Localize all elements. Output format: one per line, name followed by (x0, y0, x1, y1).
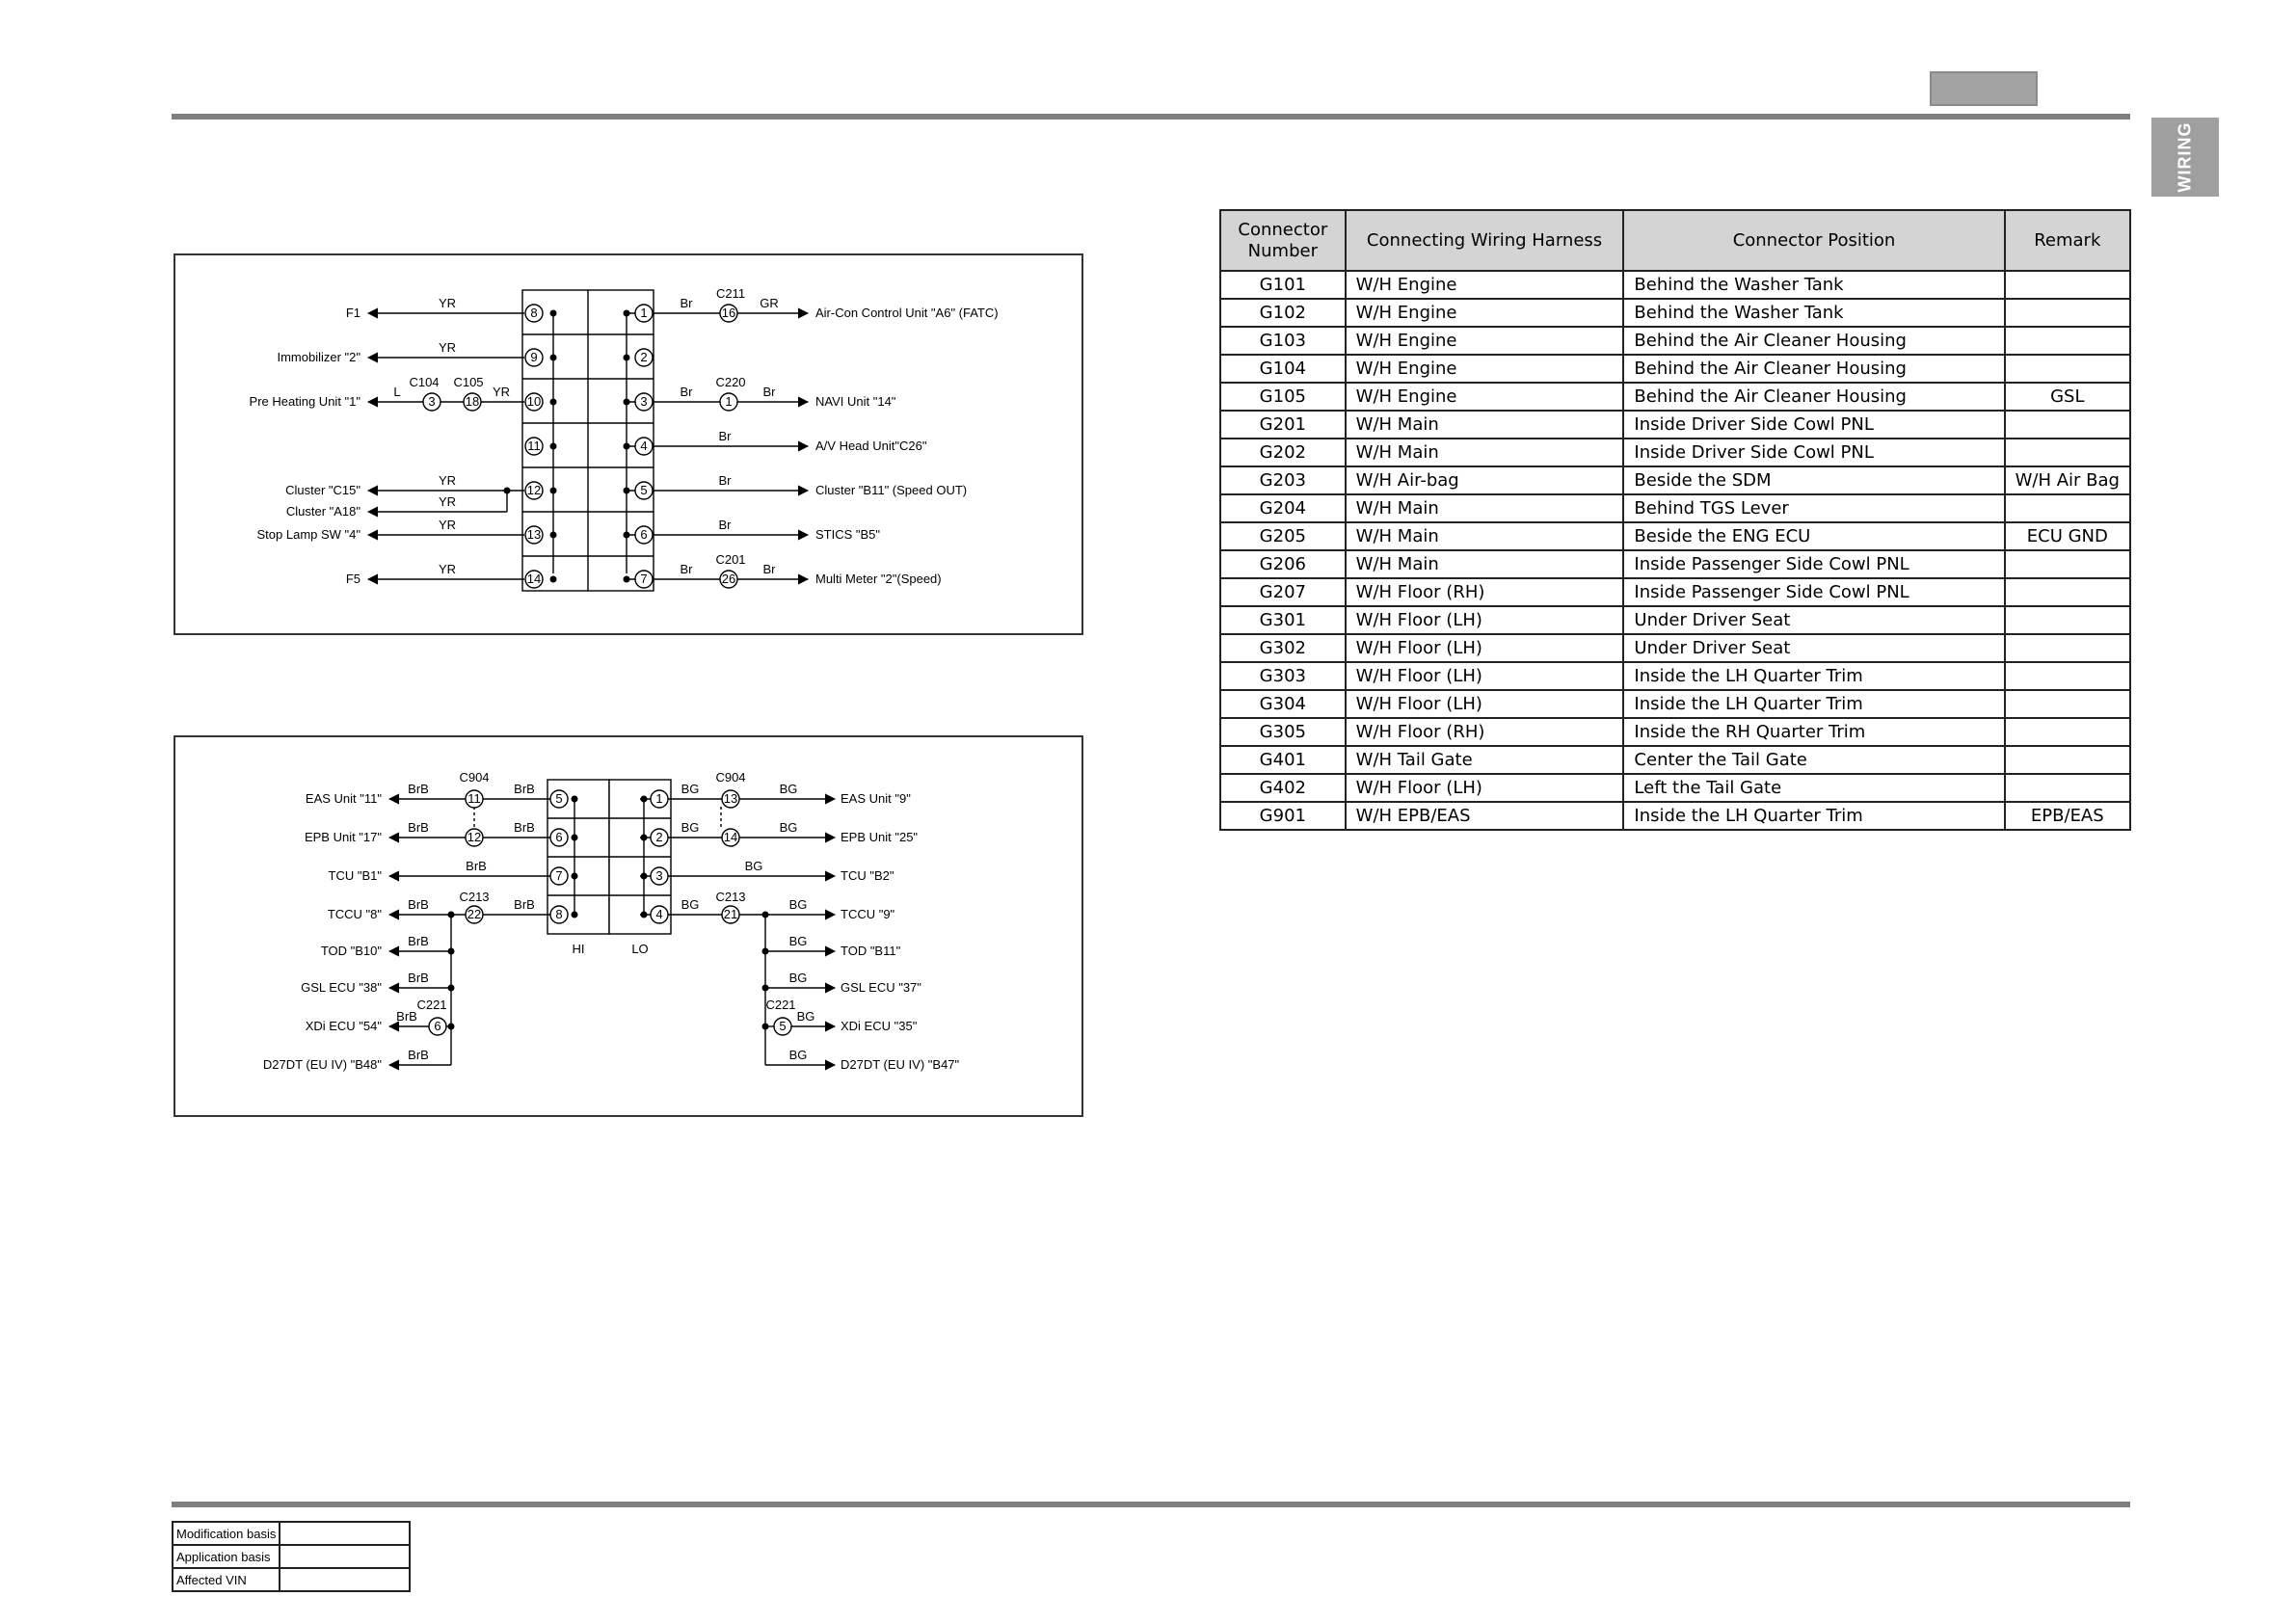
d1-wire-br-2: Br (680, 385, 693, 399)
modification-row (173, 1545, 410, 1568)
table-row (1220, 550, 2130, 578)
cell-number: G401 (1220, 746, 1346, 774)
cell-number: G302 (1220, 634, 1346, 662)
cell-position: Behind TGS Lever (1623, 494, 2004, 522)
d1-pin-1: 1 (640, 306, 648, 320)
d2-label-gsl-37: GSL ECU "37" (841, 980, 921, 995)
cell-remark (2005, 271, 2130, 299)
d2-label-d27dt-b47: D27DT (EU IV) "B47" (841, 1057, 960, 1072)
cell-number: G203 (1220, 466, 1346, 494)
cell-position: Inside Passenger Side Cowl PNL (1623, 578, 2004, 606)
table-row (1220, 634, 2130, 662)
d1-wire-yr-6: YR (438, 518, 457, 532)
d2-pin-3: 3 (655, 868, 663, 883)
d2-wire-bg-10: BG (796, 1009, 815, 1024)
d2-wire-brb-11: BrB (408, 1048, 429, 1062)
d1-pin-3: 3 (640, 394, 648, 409)
modification-row (173, 1568, 410, 1591)
cell-position: Inside Driver Side Cowl PNL (1623, 439, 2004, 466)
d2-c904-right-label: C904 (715, 770, 746, 785)
modification-label: Affected VIN (173, 1568, 280, 1591)
d2-wire-brb-8: BrB (408, 934, 429, 948)
table-row (1220, 439, 2130, 466)
table-row (1220, 746, 2130, 774)
cell-harness: W/H Main (1346, 439, 1624, 466)
d1-label-immobilizer: Immobilizer "2" (277, 350, 360, 364)
d1-label-multi-meter: Multi Meter "2"(Speed) (815, 572, 942, 586)
cell-harness: W/H Engine (1346, 355, 1624, 383)
modification-value (280, 1545, 410, 1568)
d2-wire-brb-10: BrB (396, 1009, 417, 1024)
d1-pin-7: 7 (640, 572, 648, 586)
d1-wire-yr-4: YR (438, 473, 457, 488)
cell-remark: ECU GND (2005, 522, 2130, 550)
d2-wire-bg-2: BG (779, 782, 798, 796)
cell-remark: W/H Air Bag (2005, 466, 2130, 494)
cell-remark (2005, 439, 2130, 466)
d1-pin-11: 11 (527, 439, 541, 453)
d2-c904-pin-11: 11 (467, 791, 481, 806)
cell-number: G304 (1220, 690, 1346, 718)
d2-c221-right-label: C221 (765, 998, 796, 1012)
modification-label: Modification basis (173, 1522, 280, 1545)
cell-number: G105 (1220, 383, 1346, 411)
d2-pin-7: 7 (555, 868, 563, 883)
d1-wire-br-5: Br (718, 473, 732, 488)
d1-label-pre-heating: Pre Heating Unit "1" (249, 394, 360, 409)
cell-number: G201 (1220, 411, 1346, 439)
cell-number: G402 (1220, 774, 1346, 802)
table-row (1220, 299, 2130, 327)
cell-remark: EPB/EAS (2005, 802, 2130, 830)
cell-remark (2005, 774, 2130, 802)
d1-c104-label: C104 (409, 375, 440, 389)
cell-position: Inside the RH Quarter Trim (1623, 718, 2004, 746)
cell-number: G301 (1220, 606, 1346, 634)
d1-c220-pin: 1 (725, 394, 733, 409)
cell-position: Under Driver Seat (1623, 606, 2004, 634)
cell-number: G205 (1220, 522, 1346, 550)
cell-position: Inside Passenger Side Cowl PNL (1623, 550, 2004, 578)
table-row (1220, 774, 2130, 802)
cell-number: G901 (1220, 802, 1346, 830)
cell-position: Behind the Washer Tank (1623, 299, 2004, 327)
header-rule (172, 114, 2130, 120)
d1-wire-br-8: Br (762, 562, 776, 576)
d1-label-cluster-a18: Cluster "A18" (285, 504, 360, 519)
d2-pin-6: 6 (555, 830, 563, 844)
table-row (1220, 578, 2130, 606)
d2-label-eas-11: EAS Unit "11" (305, 791, 382, 806)
cell-position: Inside Driver Side Cowl PNL (1623, 411, 2004, 439)
d2-c904-pin-12: 12 (467, 830, 482, 844)
cell-number: G101 (1220, 271, 1346, 299)
d2-wire-bg-3: BG (681, 820, 700, 835)
d1-c211-pin: 16 (721, 306, 736, 320)
d2-c904-pin-14: 14 (723, 830, 738, 844)
d2-wire-brb-7: BrB (514, 897, 535, 912)
cell-remark (2005, 550, 2130, 578)
d1-label-av-head: A/V Head Unit"C26" (815, 439, 927, 453)
d1-wire-br-3: Br (762, 385, 776, 399)
cell-harness: W/H Engine (1346, 327, 1624, 355)
d2-wire-bg-4: BG (779, 820, 798, 835)
cell-number: G207 (1220, 578, 1346, 606)
ground-table-body (1220, 271, 2130, 830)
modification-table (172, 1521, 411, 1592)
cell-harness: W/H Floor (RH) (1346, 718, 1624, 746)
d1-c105-label: C105 (453, 375, 484, 389)
d2-label-tod-b11: TOD "B11" (841, 944, 901, 958)
d1-wire-gr: GR (760, 296, 779, 310)
table-row (1220, 802, 2130, 830)
d2-label-tcu-b1: TCU "B1" (328, 868, 382, 883)
d1-pin-6: 6 (640, 527, 648, 542)
d1-label-navi: NAVI Unit "14" (815, 394, 896, 409)
d2-wire-brb-5: BrB (466, 859, 487, 873)
d2-label-d27dt-b48: D27DT (EU IV) "B48" (262, 1057, 382, 1072)
cell-harness: W/H Floor (LH) (1346, 690, 1624, 718)
d1-wire-yr-1: YR (438, 296, 457, 310)
cell-number: G103 (1220, 327, 1346, 355)
modification-table-body (173, 1522, 410, 1591)
table-row (1220, 522, 2130, 550)
cell-remark (2005, 578, 2130, 606)
d2-wire-brb-3: BrB (408, 820, 429, 835)
cell-harness: W/H Tail Gate (1346, 746, 1624, 774)
d2-wire-brb-2: BrB (514, 782, 535, 796)
d1-wire-br-6: Br (718, 518, 732, 532)
cell-number: G204 (1220, 494, 1346, 522)
d1-wire-br-1: Br (680, 296, 693, 310)
table-row (1220, 355, 2130, 383)
cell-remark (2005, 494, 2130, 522)
table-row (1220, 718, 2130, 746)
section-side-tab[interactable] (2151, 118, 2219, 197)
d1-label-f1: F1 (345, 306, 360, 320)
table-row (1220, 271, 2130, 299)
d2-wire-bg-6: BG (681, 897, 700, 912)
d1-pin-4: 4 (640, 439, 648, 453)
cell-harness: W/H Engine (1346, 299, 1624, 327)
cell-position: Behind the Washer Tank (1623, 271, 2004, 299)
header-connector-number: Connector Number (1220, 210, 1346, 271)
cell-harness: W/H Air-bag (1346, 466, 1624, 494)
cell-number: G303 (1220, 662, 1346, 690)
d2-label-xdi-54: XDi ECU "54" (305, 1019, 382, 1033)
d1-c211-label: C211 (715, 286, 746, 301)
d2-c221-left-label: C221 (416, 998, 447, 1012)
d1-wire-yr-7: YR (438, 562, 457, 576)
d2-pin-4: 4 (655, 907, 663, 921)
cell-remark (2005, 606, 2130, 634)
d1-c201-label: C201 (715, 552, 746, 567)
d2-label-tccu-8: TCCU "8" (327, 907, 382, 921)
cell-position: Behind the Air Cleaner Housing (1623, 383, 2004, 411)
d1-label-stics: STICS "B5" (815, 527, 881, 542)
d1-c104-pin: 3 (428, 394, 436, 409)
cell-harness: W/H Main (1346, 522, 1624, 550)
d1-c220-label: C220 (715, 375, 746, 389)
d1-wire-br-4: Br (718, 429, 732, 443)
d2-wire-bg-5: BG (744, 859, 763, 873)
d2-wire-brb-6: BrB (408, 897, 429, 912)
d2-c213-left-label: C213 (459, 890, 490, 904)
modification-value (280, 1522, 410, 1545)
cell-remark: GSL (2005, 383, 2130, 411)
d2-wire-brb-4: BrB (514, 820, 535, 835)
cell-harness: W/H EPB/EAS (1346, 802, 1624, 830)
cell-remark (2005, 662, 2130, 690)
cell-harness: W/H Floor (RH) (1346, 578, 1624, 606)
cell-position: Center the Tail Gate (1623, 746, 2004, 774)
table-row (1220, 383, 2130, 411)
d2-block-hi-label: HI (572, 942, 585, 956)
d1-pin-12: 12 (526, 483, 542, 497)
header-connecting-harness: Connecting Wiring Harness (1346, 210, 1624, 271)
wiring-diagram-2-canvas (175, 737, 1085, 1119)
section-side-tab-label: WIRING (2175, 121, 2195, 193)
cell-position: Behind the Air Cleaner Housing (1623, 355, 2004, 383)
wiring-diagram-2 (174, 735, 1083, 1117)
d1-label-cluster-c15: Cluster "C15" (285, 483, 360, 497)
modification-label: Application basis (173, 1545, 280, 1568)
cell-position: Beside the ENG ECU (1623, 522, 2004, 550)
d1-label-stop-lamp: Stop Lamp SW "4" (256, 527, 360, 542)
table-row (1220, 662, 2130, 690)
d1-pin-8: 8 (530, 306, 538, 320)
d2-label-tccu-9: TCCU "9" (841, 907, 895, 921)
cell-number: G202 (1220, 439, 1346, 466)
cell-position: Inside the LH Quarter Trim (1623, 690, 2004, 718)
d2-pin-1: 1 (655, 791, 663, 806)
cell-harness: W/H Main (1346, 550, 1624, 578)
footer-rule (172, 1502, 2130, 1507)
cell-remark (2005, 718, 2130, 746)
cell-position: Left the Tail Gate (1623, 774, 2004, 802)
cell-remark (2005, 299, 2130, 327)
d1-c105-pin: 18 (465, 394, 480, 409)
d2-label-xdi-35: XDi ECU "35" (841, 1019, 918, 1033)
cell-remark (2005, 355, 2130, 383)
table-row (1220, 690, 2130, 718)
d2-wire-brb-1: BrB (408, 782, 429, 796)
table-row (1220, 606, 2130, 634)
d1-wire-yr-5: YR (438, 494, 457, 509)
table-header-row (1220, 210, 2130, 271)
cell-position: Behind the Air Cleaner Housing (1623, 327, 2004, 355)
cell-harness: W/H Floor (LH) (1346, 606, 1624, 634)
cell-remark (2005, 690, 2130, 718)
d2-block-lo-label: LO (631, 942, 649, 956)
d2-label-eas-9: EAS Unit "9" (841, 791, 911, 806)
header-remark: Remark (2005, 210, 2130, 271)
d1-label-f5: F5 (345, 572, 360, 586)
d2-c213-pin-21: 21 (723, 907, 738, 921)
modification-row (173, 1522, 410, 1545)
d2-wire-bg-9: BG (788, 971, 808, 985)
cell-remark (2005, 327, 2130, 355)
wiring-diagram-1 (174, 253, 1083, 635)
d2-wire-bg-8: BG (788, 934, 808, 948)
cell-position: Inside the LH Quarter Trim (1623, 662, 2004, 690)
d2-pin-5: 5 (555, 791, 563, 806)
d2-c904-left-label: C904 (459, 770, 490, 785)
d2-c221-pin-6: 6 (434, 1019, 441, 1033)
table-row (1220, 411, 2130, 439)
d1-wire-l: L (393, 385, 401, 399)
table-row (1220, 494, 2130, 522)
d2-label-epb-25: EPB Unit "25" (841, 830, 919, 844)
d1-pin-9: 9 (530, 350, 538, 364)
cell-remark (2005, 746, 2130, 774)
d1-pin-5: 5 (640, 483, 648, 497)
cell-harness: W/H Main (1346, 494, 1624, 522)
cell-harness: W/H Engine (1346, 271, 1624, 299)
d2-label-tcu-b2: TCU "B2" (841, 868, 894, 883)
d2-c221-pin-5: 5 (779, 1019, 787, 1033)
wiring-diagram-1-canvas (175, 255, 1085, 637)
d1-label-fatc: Air-Con Control Unit "A6" (FATC) (815, 306, 999, 320)
cell-harness: W/H Main (1346, 411, 1624, 439)
d1-pin-14: 14 (526, 572, 542, 586)
cell-position: Beside the SDM (1623, 466, 2004, 494)
d2-pin-8: 8 (555, 907, 563, 921)
d1-label-cluster-b11: Cluster "B11" (Speed OUT) (815, 483, 968, 497)
d2-wire-bg-7: BG (788, 897, 808, 912)
cell-position: Under Driver Seat (1623, 634, 2004, 662)
d2-c904-pin-13: 13 (723, 791, 738, 806)
table-row (1220, 327, 2130, 355)
d1-wire-yr-3: YR (492, 385, 511, 399)
d2-wire-bg-1: BG (681, 782, 700, 796)
d2-wire-brb-9: BrB (408, 971, 429, 985)
cell-position: Inside the LH Quarter Trim (1623, 802, 2004, 830)
d2-label-tod-b10: TOD "B10" (320, 944, 382, 958)
page-section-tab (1930, 71, 2038, 106)
ground-point-table (1219, 209, 2131, 831)
d2-label-gsl-38: GSL ECU "38" (301, 980, 382, 995)
cell-harness: W/H Floor (LH) (1346, 634, 1624, 662)
modification-value (280, 1568, 410, 1591)
cell-number: G206 (1220, 550, 1346, 578)
cell-harness: W/H Engine (1346, 383, 1624, 411)
d2-c213-right-label: C213 (715, 890, 746, 904)
cell-remark (2005, 411, 2130, 439)
cell-harness: W/H Floor (LH) (1346, 662, 1624, 690)
cell-remark (2005, 634, 2130, 662)
cell-harness: W/H Floor (LH) (1346, 774, 1624, 802)
d2-label-epb-17: EPB Unit "17" (304, 830, 382, 844)
d1-pin-13: 13 (526, 527, 542, 542)
table-row (1220, 466, 2130, 494)
header-connector-position: Connector Position (1623, 210, 2004, 271)
cell-number: G104 (1220, 355, 1346, 383)
d1-wire-yr-2: YR (438, 340, 457, 355)
d1-c201-pin: 26 (721, 572, 736, 586)
d2-c213-pin-22: 22 (467, 907, 482, 921)
d1-pin-2: 2 (640, 350, 648, 364)
d2-pin-2: 2 (655, 830, 663, 844)
d2-wire-bg-11: BG (788, 1048, 808, 1062)
cell-number: G305 (1220, 718, 1346, 746)
d1-pin-10: 10 (526, 394, 542, 409)
d1-wire-br-7: Br (680, 562, 693, 576)
cell-number: G102 (1220, 299, 1346, 327)
